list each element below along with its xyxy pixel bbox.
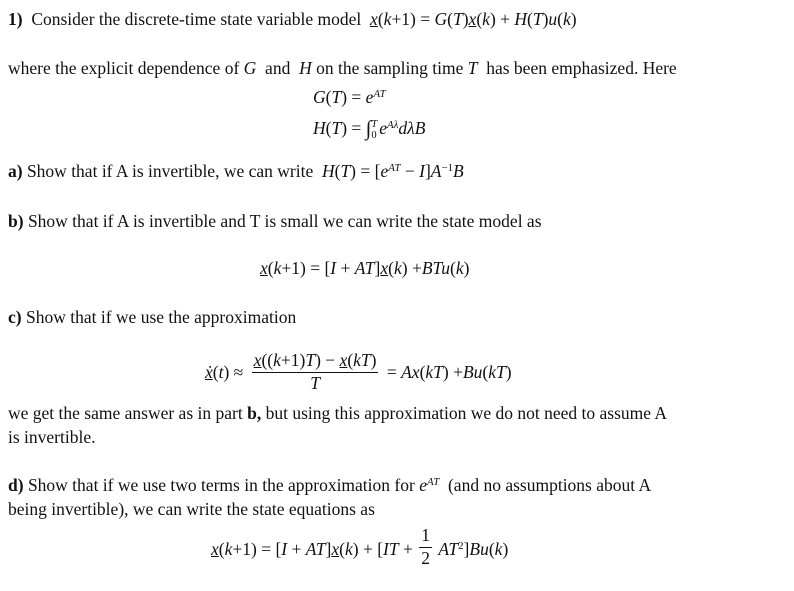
- part-a: [8, 163, 464, 181]
- part-a-label: a): [8, 161, 23, 181]
- part-b: [8, 213, 542, 231]
- part-b-text: Show that if A is invertible and T is small we can write the state model as: [27, 211, 542, 231]
- part-d-text-3: being invertible), we can write the state equations as: [8, 499, 375, 519]
- problem-number: 1): [8, 9, 23, 29]
- part-c-label: c): [8, 307, 22, 327]
- part-b-equation: x(k+1) = [I + AT]x(k) +BTu(k): [260, 258, 470, 278]
- part-d: d) Show that if we use two terms in the approximation for $e^{AT}$ (and no assumptions about A: [8, 475, 652, 495]
- part-d-label: d): [8, 475, 24, 495]
- equation-g: $G(T) = e^{AT}$: [313, 87, 386, 107]
- problem-intro: Consider the discrete-time state variable model: [31, 9, 362, 29]
- problem-intro2: where the explicit dependence of G and H on the sampling time T has been emphasized. Here: [8, 58, 677, 78]
- part-c: [8, 309, 296, 327]
- part-d-equation: x(k+1) = [I + AT]x(k) + [IT + $\frac{1}{2}$ $AT^2]Bu(k)$: [211, 525, 509, 568]
- part-c-after-line1: we get the same answer as in part b, but using this approximation we do not need to assume A: [8, 403, 668, 423]
- part-a-text: Show that if A is invertible, we can write: [26, 161, 314, 181]
- part-b-label: b): [8, 211, 24, 231]
- model-equation: x(k+1) = G(T)x(k) + H(T)u(k): [370, 9, 577, 29]
- part-c-after-line2: is invertible.: [8, 427, 96, 447]
- equation-h: H(T) = ∫ T 0 $e^{A\lambda}d\lambda B$: [313, 116, 426, 141]
- part-c-text: Show that if we use the approximation: [25, 307, 297, 327]
- problem-intro-line: [8, 11, 577, 29]
- part-c-equation: ẋ(t) ≈ $\frac{x((k+1)T) - x(kT)}{T}$ = Ax(kT) +Bu(kT): [205, 350, 512, 393]
- part-a-equation: $H(T) = [e^{AT} - I]A^{-1}B$: [321, 161, 464, 181]
